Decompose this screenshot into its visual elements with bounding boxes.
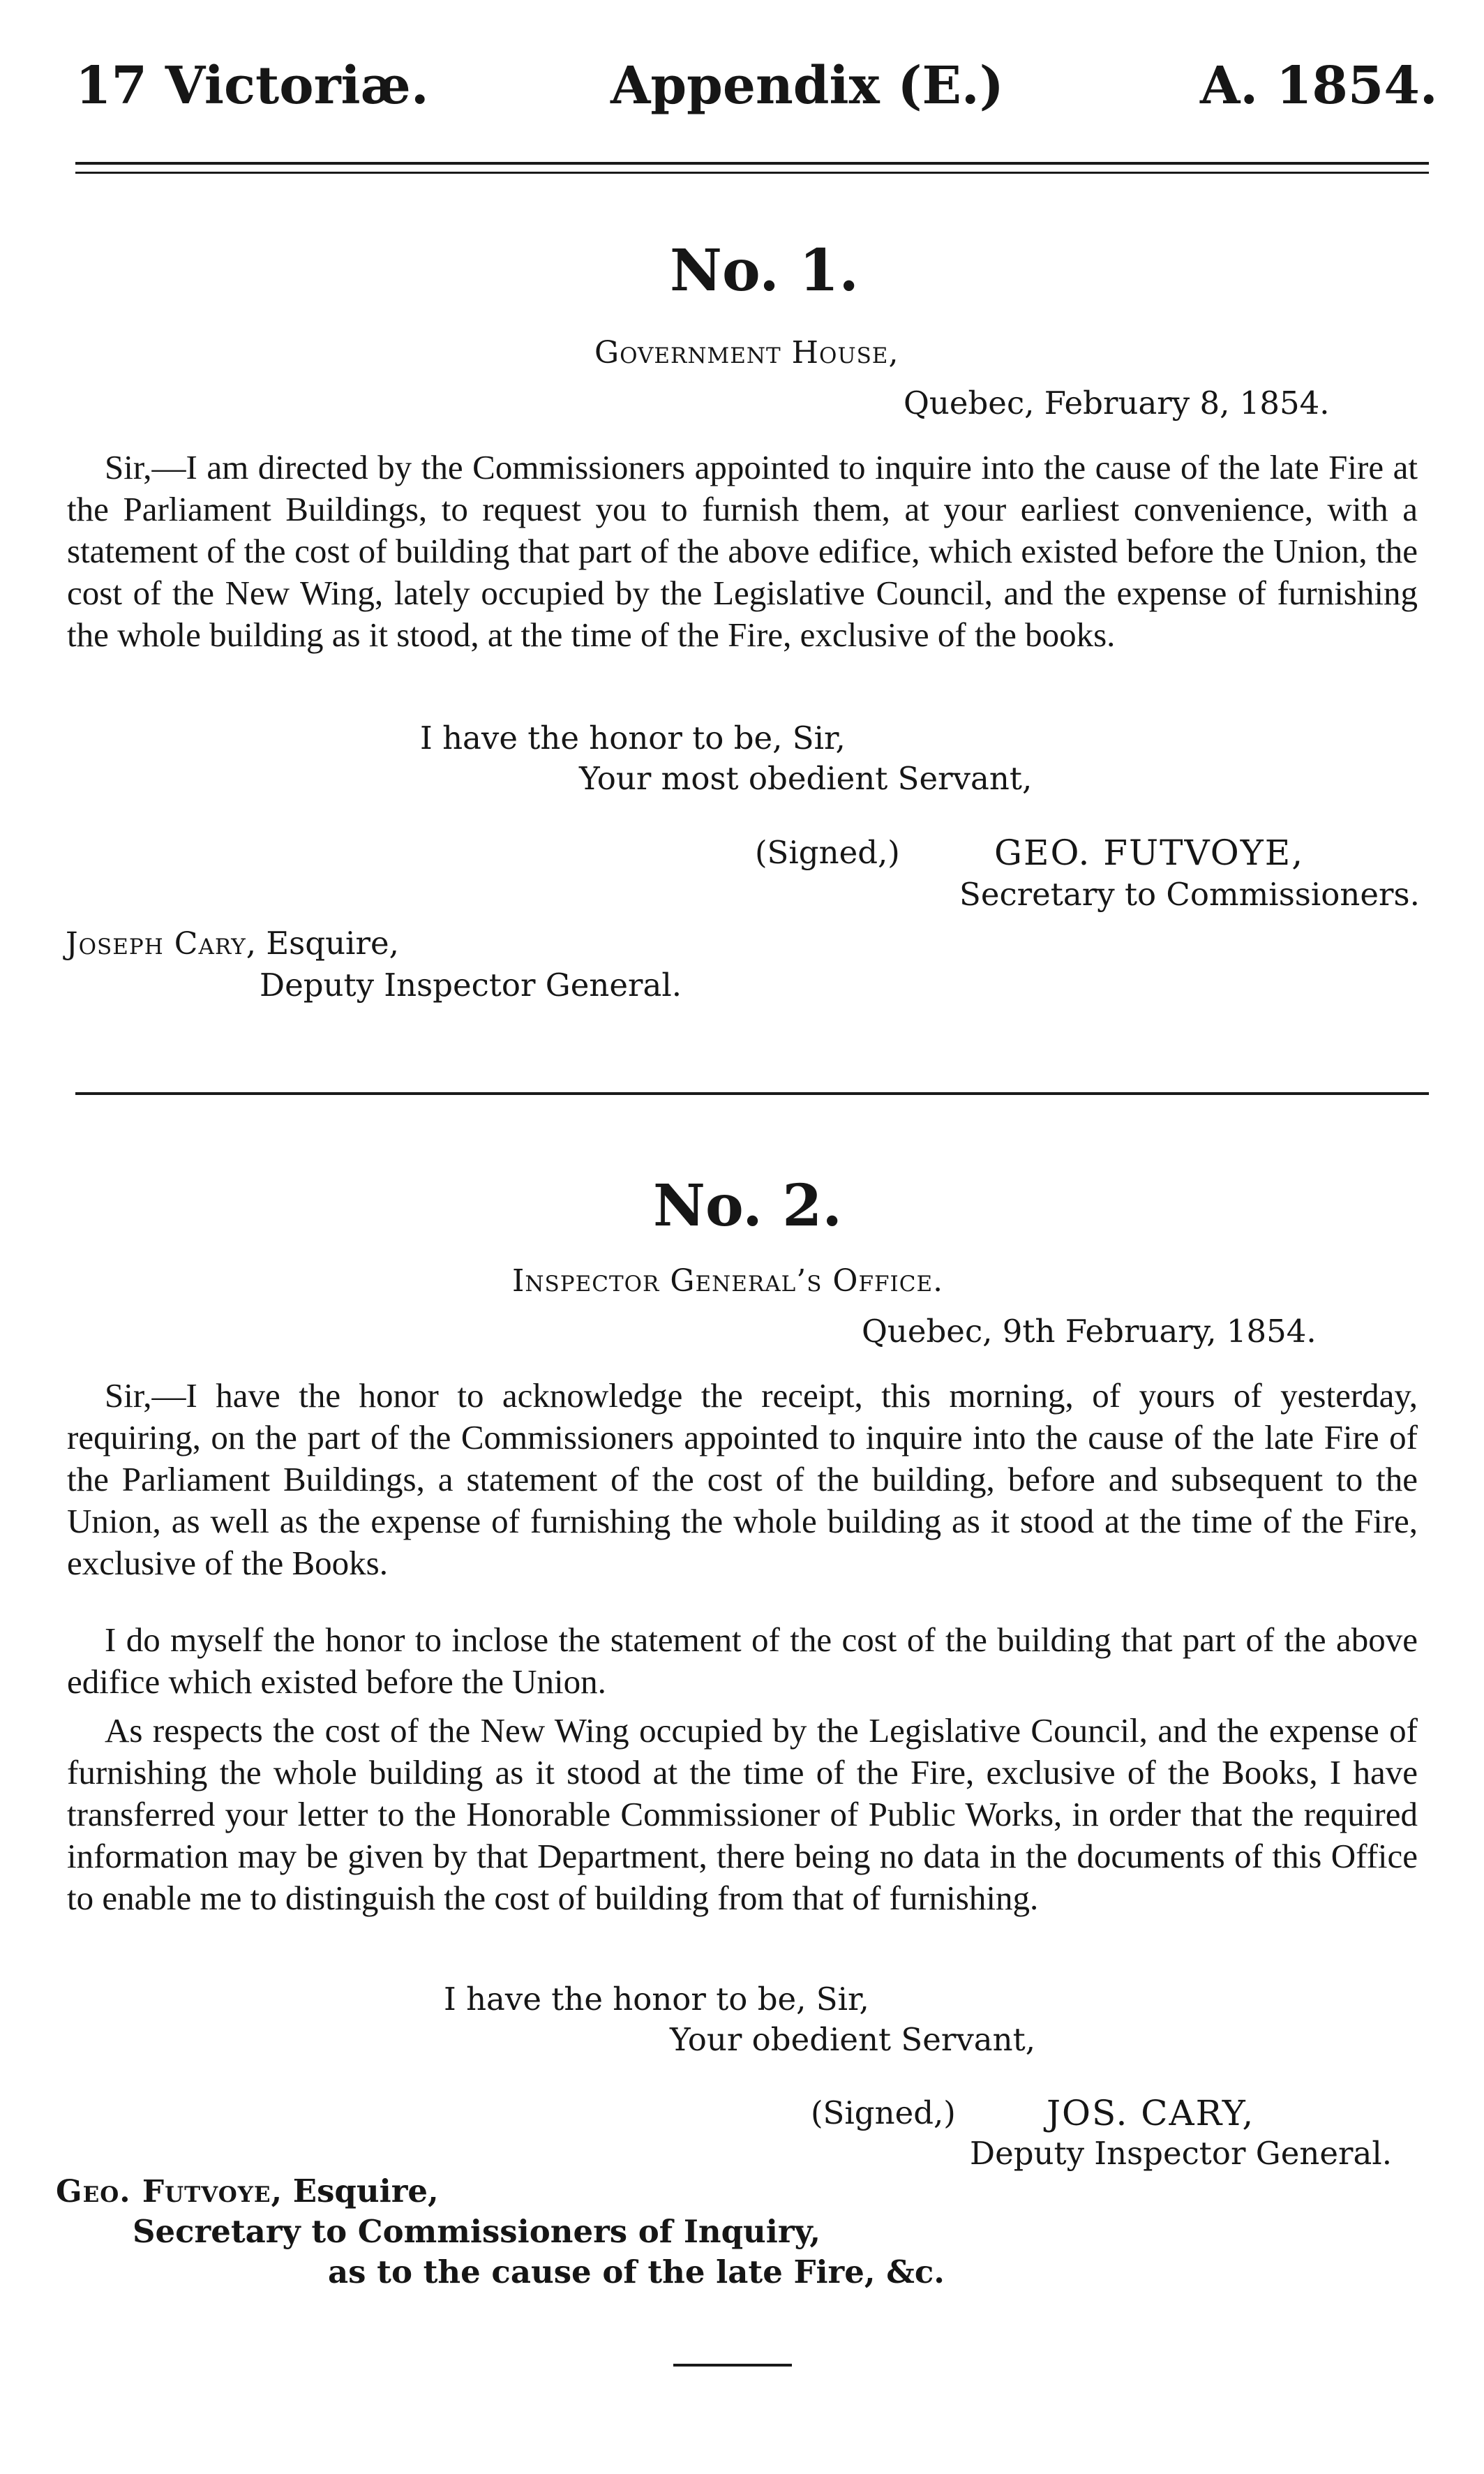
letter-1-closing-2: Your most obedient Servant, [579, 760, 1033, 797]
letter-1-addressee-title: Deputy Inspector General. [260, 967, 682, 1004]
letter-2-date: Quebec, 9th February, 1854. [862, 1313, 1317, 1350]
letter-2-number: No. 2. [653, 1172, 842, 1239]
header-rule-top [75, 162, 1429, 165]
letter-1-addressee [66, 923, 399, 965]
letter-1-number: No. 1. [670, 237, 859, 304]
letter-1-signatory: GEO. FUTVOYE, [994, 833, 1305, 873]
letter-1-signatory-title: Secretary to Commissioners. [959, 876, 1420, 913]
letter-2-addressee-line-2: Secretary to Commissioners of Inquiry, [133, 2213, 821, 2250]
letter-2-signed: (Signed,) [811, 2094, 956, 2131]
letter-1-closing-1: I have the honor to be, Sir, [420, 720, 846, 757]
section-divider [75, 1092, 1429, 1095]
letter-1-signed: (Signed,) [755, 834, 900, 871]
letter-2-addressee-suffix: , Esquire, [271, 2173, 439, 2210]
letter-2-addressee-line-3: as to the cause of the late Fire, &c. [328, 2253, 945, 2290]
letter-2-signatory-title: Deputy Inspector General. [970, 2135, 1393, 2172]
end-rule [673, 2364, 792, 2367]
letter-2-paragraph: As respects the cost of the New Wing occupied by the Legislative Council, and the expense of furnishing the whole building as it stood at the time of the Fire, exclusive of the Books, I have transferred your letter to the Honorable Commissioner of Public Works, in order that the required information may be given by that Department, there being no data in the documents of this Office to enable me to distinguish the cost of building from that of furnishing. [67, 1711, 1418, 1917]
letter-2-place: Inspector General’s Office. [512, 1263, 944, 1299]
letter-2-closing-1: I have the honor to be, Sir, [444, 1981, 869, 2018]
header-rule-bottom [75, 172, 1429, 174]
header-year: A. 1854. [1200, 56, 1438, 116]
letter-1-addressee-suffix: , Esquire, [246, 925, 399, 962]
header-session: 17 Victoriæ. [75, 56, 429, 116]
letter-2-addressee [56, 2170, 439, 2213]
letter-1-addressee-name: Joseph Cary [66, 926, 246, 962]
letter-1-body: Sir,—I am directed by the Commissioners appointed to inquire into the cause of the late Fire at the Parliament Buildings, to request you to furnish them, at your earliest convenience, with a statement of the cost of building that part of the above edifice, which existed before the Union, the cost of the New Wing, lately occupied by the Legislative Council, and the expense of furnishing the whole building as it stood, at the time of the Fire, exclusive of the books. [67, 448, 1418, 654]
letter-2-closing-2: Your obedient Servant, [670, 2021, 1036, 2058]
letter-2-addressee-name: Geo. Futvoye [56, 2174, 271, 2210]
letter-2-paragraph: Sir,—I have the honor to acknowledge the receipt, this morning, of yours of yesterday, requiring, on the part of the Commissioners appointed to inquire into the cause of the late Fire of the Parliament Buildings, a statement of the cost of the building, before and subsequent to the Union, as well as the expense of furnishing the whole building as it stood at the time of the Fire, exclusive of the Books. [67, 1376, 1418, 1582]
header-title: Appendix (E.) [610, 56, 1004, 116]
letter-2-paragraph: I do myself the honor to inclose the statement of the cost of the building that part of the above edifice which existed before the Union. [67, 1620, 1418, 1701]
letter-2-signatory: JOS. CARY, [1047, 2093, 1255, 2133]
letter-1-place: Government House, [594, 335, 899, 371]
letter-1-date: Quebec, February 8, 1854. [904, 385, 1330, 422]
